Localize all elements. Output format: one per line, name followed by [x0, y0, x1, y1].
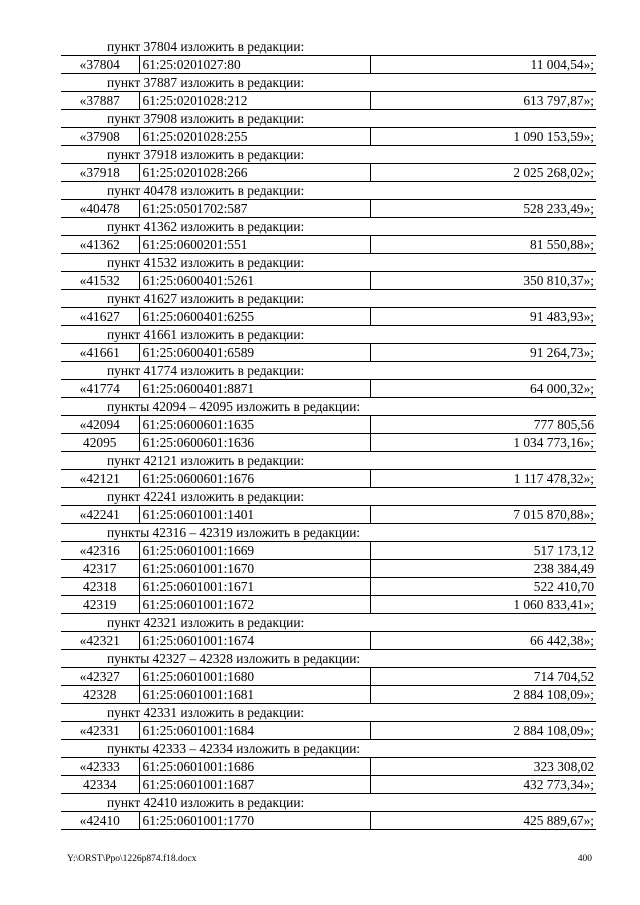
table-row [61, 308, 596, 326]
amendment-heading: пункт 42410 изложить в редакции: [61, 794, 596, 812]
amendment-heading-row [61, 614, 596, 632]
amendment-heading: пункт 42241 изложить в редакции: [61, 488, 596, 506]
amendment-heading: пункт 41532 изложить в редакции: [61, 254, 596, 272]
value-cell: 613 797,87»; [370, 92, 596, 110]
cadastral-number-cell: 61:25:0600601:1676 [139, 470, 370, 488]
value-cell: 2 884 108,09»; [370, 686, 596, 704]
amendment-heading-row [61, 488, 596, 506]
amendment-heading: пункт 37887 изложить в редакции: [61, 74, 596, 92]
item-number-cell: 42318 [61, 578, 139, 596]
table-row [61, 542, 596, 560]
cadastral-number-cell: 61:25:0201028:266 [139, 164, 370, 182]
item-number-cell: «37918 [61, 164, 139, 182]
amendment-heading: пункты 42316 – 42319 изложить в редакции: [61, 524, 596, 542]
amendment-heading-row [61, 740, 596, 758]
item-number-cell: «42331 [61, 722, 139, 740]
page-number: 400 [577, 854, 592, 864]
amendment-heading-row [61, 326, 596, 344]
cadastral-number-cell: 61:25:0600601:1635 [139, 416, 370, 434]
amendment-heading-row [61, 704, 596, 722]
value-cell: 64 000,32»; [370, 380, 596, 398]
amendment-heading: пункт 37918 изложить в редакции: [61, 146, 596, 164]
cadastral-number-cell: 61:25:0601001:1672 [139, 596, 370, 614]
amendment-heading: пункт 42331 изложить в редакции: [61, 704, 596, 722]
table-row [61, 758, 596, 776]
item-number-cell: «42094 [61, 416, 139, 434]
cadastral-number-cell: 61:25:0201028:212 [139, 92, 370, 110]
amendment-heading-row [61, 290, 596, 308]
amendment-heading: пункты 42327 – 42328 изложить в редакции: [61, 650, 596, 668]
amendment-heading: пункт 37908 изложить в редакции: [61, 110, 596, 128]
table-row [61, 380, 596, 398]
item-number-cell: «41661 [61, 344, 139, 362]
amendment-heading-row [61, 650, 596, 668]
item-number-cell: «41532 [61, 272, 139, 290]
value-cell: 425 889,67»; [370, 812, 596, 830]
table-row [61, 416, 596, 434]
item-number-cell: «40478 [61, 200, 139, 218]
value-cell: 1 117 478,32»; [370, 470, 596, 488]
item-number-cell: «42410 [61, 812, 139, 830]
table-row [61, 578, 596, 596]
cadastral-number-cell: 61:25:0601001:1401 [139, 506, 370, 524]
table-row [61, 128, 596, 146]
table-row [61, 686, 596, 704]
footer-file-path: Y:\ORST\Ppo\1226p874.f18.docx [67, 854, 197, 864]
value-cell: 432 773,34»; [370, 776, 596, 794]
value-cell: 1 090 153,59»; [370, 128, 596, 146]
table-row [61, 272, 596, 290]
amendment-heading-row [61, 452, 596, 470]
amendment-heading-row [61, 398, 596, 416]
item-number-cell: 42095 [61, 434, 139, 452]
amendment-heading-row [61, 146, 596, 164]
table-row [61, 632, 596, 650]
item-number-cell: «41627 [61, 308, 139, 326]
value-cell: 1 060 833,41»; [370, 596, 596, 614]
table-row [61, 722, 596, 740]
cadastral-number-cell: 61:25:0600401:5261 [139, 272, 370, 290]
cadastral-number-cell: 61:25:0601001:1684 [139, 722, 370, 740]
amendment-heading: пункт 41661 изложить в редакции: [61, 326, 596, 344]
table-row [61, 200, 596, 218]
amendment-heading-row [61, 794, 596, 812]
value-cell: 517 173,12 [370, 542, 596, 560]
value-cell: 238 384,49 [370, 560, 596, 578]
document-page [61, 38, 596, 830]
amendment-heading: пункт 42321 изложить в редакции: [61, 614, 596, 632]
cadastral-number-cell: 61:25:0600601:1636 [139, 434, 370, 452]
cadastral-number-cell: 61:25:0601001:1770 [139, 812, 370, 830]
amendment-heading-row [61, 110, 596, 128]
item-number-cell: «42121 [61, 470, 139, 488]
item-number-cell: «42241 [61, 506, 139, 524]
item-number-cell: «37887 [61, 92, 139, 110]
amendment-heading-row [61, 362, 596, 380]
item-number-cell: «42327 [61, 668, 139, 686]
cadastral-number-cell: 61:25:0600401:6589 [139, 344, 370, 362]
item-number-cell: 42328 [61, 686, 139, 704]
amendment-heading-row [61, 524, 596, 542]
table-row [61, 92, 596, 110]
table-row [61, 596, 596, 614]
value-cell: 1 034 773,16»; [370, 434, 596, 452]
table-row [61, 812, 596, 830]
cadastral-number-cell: 61:25:0601001:1687 [139, 776, 370, 794]
table-row [61, 776, 596, 794]
amendment-heading: пункты 42094 – 42095 изложить в редакции: [61, 398, 596, 416]
cadastral-number-cell: 61:25:0601001:1686 [139, 758, 370, 776]
amendment-heading: пункт 41362 изложить в редакции: [61, 218, 596, 236]
cadastral-number-cell: 61:25:0600401:6255 [139, 308, 370, 326]
table-row [61, 236, 596, 254]
value-cell: 81 550,88»; [370, 236, 596, 254]
value-cell: 350 810,37»; [370, 272, 596, 290]
amendment-heading-row [61, 182, 596, 200]
cadastral-number-cell: 61:25:0601001:1674 [139, 632, 370, 650]
cadastral-number-cell: 61:25:0601001:1681 [139, 686, 370, 704]
item-number-cell: «42316 [61, 542, 139, 560]
value-cell: 522 410,70 [370, 578, 596, 596]
cadastral-number-cell: 61:25:0601001:1671 [139, 578, 370, 596]
cadastral-number-cell: 61:25:0601001:1670 [139, 560, 370, 578]
amendment-heading-row [61, 218, 596, 236]
item-number-cell: «37804 [61, 56, 139, 74]
value-cell: 528 233,49»; [370, 200, 596, 218]
item-number-cell: «41774 [61, 380, 139, 398]
item-number-cell: 42317 [61, 560, 139, 578]
value-cell: 2 884 108,09»; [370, 722, 596, 740]
amendment-heading: пункт 37804 изложить в редакции: [61, 38, 596, 56]
value-cell: 11 004,54»; [370, 56, 596, 74]
amendment-heading: пункт 41627 изложить в редакции: [61, 290, 596, 308]
cadastral-number-cell: 61:25:0601001:1680 [139, 668, 370, 686]
table-row [61, 470, 596, 488]
cadastral-number-cell: 61:25:0600201:551 [139, 236, 370, 254]
item-number-cell: «41362 [61, 236, 139, 254]
table-row [61, 344, 596, 362]
value-cell: 66 442,38»; [370, 632, 596, 650]
value-cell: 323 308,02 [370, 758, 596, 776]
cadastral-number-cell: 61:25:0600401:8871 [139, 380, 370, 398]
table-row [61, 164, 596, 182]
table-row [61, 668, 596, 686]
table-row [61, 506, 596, 524]
item-number-cell: «42321 [61, 632, 139, 650]
amendment-heading: пункты 42333 – 42334 изложить в редакции: [61, 740, 596, 758]
amendment-heading: пункт 40478 изложить в редакции: [61, 182, 596, 200]
item-number-cell: 42334 [61, 776, 139, 794]
value-cell: 2 025 268,02»; [370, 164, 596, 182]
value-cell: 777 805,56 [370, 416, 596, 434]
amendments-table-body [61, 38, 596, 830]
cadastral-number-cell: 61:25:0201028:255 [139, 128, 370, 146]
amendment-heading-row [61, 254, 596, 272]
value-cell: 714 704,52 [370, 668, 596, 686]
table-row [61, 56, 596, 74]
table-row [61, 434, 596, 452]
value-cell: 91 483,93»; [370, 308, 596, 326]
table-row [61, 560, 596, 578]
item-number-cell: 42319 [61, 596, 139, 614]
amendment-heading: пункт 42121 изложить в редакции: [61, 452, 596, 470]
value-cell: 7 015 870,88»; [370, 506, 596, 524]
value-cell: 91 264,73»; [370, 344, 596, 362]
amendment-heading: пункт 41774 изложить в редакции: [61, 362, 596, 380]
amendment-heading-row [61, 74, 596, 92]
amendment-heading-row [61, 38, 596, 56]
item-number-cell: «37908 [61, 128, 139, 146]
cadastral-number-cell: 61:25:0501702:587 [139, 200, 370, 218]
cadastral-number-cell: 61:25:0201027:80 [139, 56, 370, 74]
amendments-table [61, 38, 596, 830]
cadastral-number-cell: 61:25:0601001:1669 [139, 542, 370, 560]
item-number-cell: «42333 [61, 758, 139, 776]
